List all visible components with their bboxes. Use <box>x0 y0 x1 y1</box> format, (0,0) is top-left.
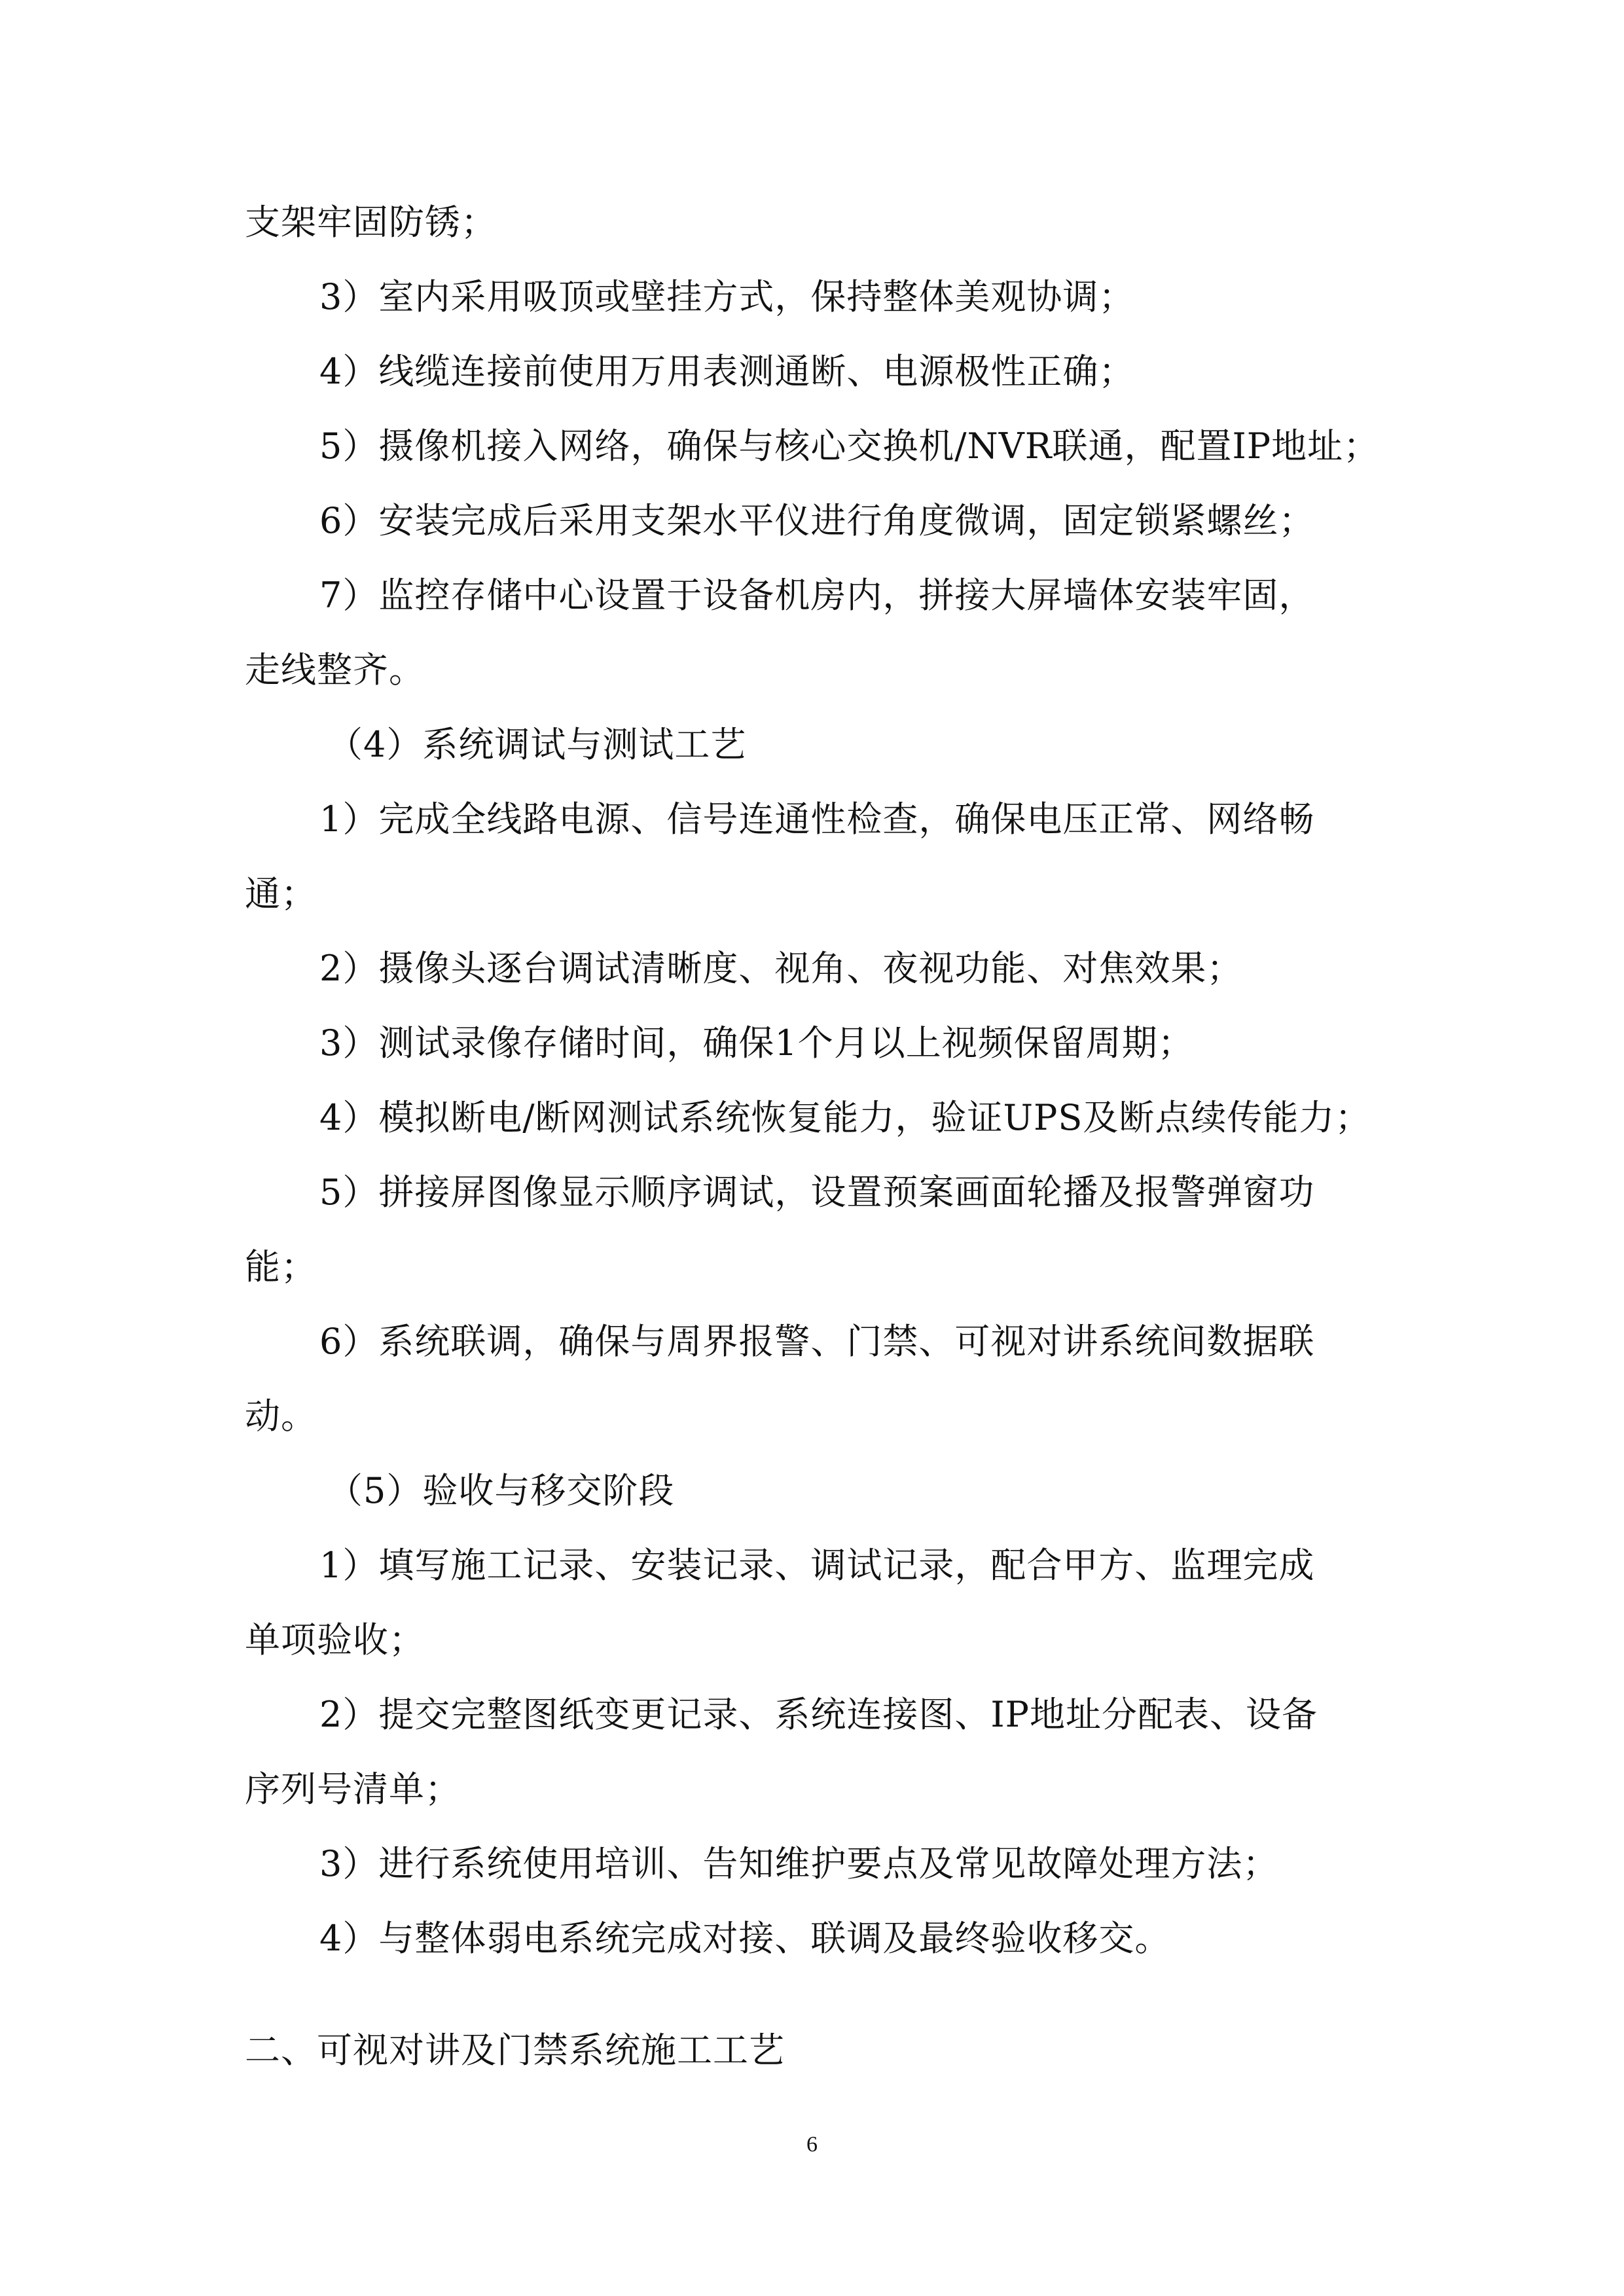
list-item-6-continuation: 动。 <box>245 1395 317 1437</box>
list-item-4: 4）模拟断电/断网测试系统恢复能力，验证UPS及断点续传能力； <box>319 1097 1371 1138</box>
paragraph-continuation: 支架牢固防锈； <box>245 202 497 243</box>
page-number: 6 <box>806 2132 818 2157</box>
list-item-5: 5）拼接屏图像显示顺序调试，设置预案画面轮播及报警弹窗功 <box>319 1172 1315 1213</box>
list-item-1: 1）完成全线路电源、信号连通性检查，确保电压正常、网络畅 <box>319 798 1315 840</box>
list-item-4: 4）与整体弱电系统完成对接、联调及最终验收移交。 <box>319 1918 1171 1959</box>
list-item-4: 4）线缆连接前使用万用表测通断、电源极性正确； <box>319 351 1135 392</box>
list-item-5: 5）摄像机接入网络，确保与核心交换机/NVR联通，配置IP地址； <box>319 425 1380 467</box>
list-item-3: 3）室内采用吸顶或壁挂方式，保持整体美观协调； <box>319 276 1135 317</box>
list-item-1-continuation: 单项验收； <box>245 1619 425 1660</box>
list-item-7: 7）监控存储中心设置于设备机房内，拼接大屏墙体安装牢固， <box>319 575 1315 616</box>
list-item-2: 2）摄像头逐台调试清晰度、视角、夜视功能、对焦效果； <box>319 948 1243 989</box>
list-item-5-continuation: 能； <box>245 1246 317 1287</box>
list-item-6: 6）安装完成后采用支架水平仪进行角度微调，固定锁紧螺丝； <box>319 500 1315 541</box>
section-heading-4: （4）系统调试与测试工艺 <box>327 724 747 765</box>
list-item-7-continuation: 走线整齐。 <box>245 649 425 691</box>
chapter-heading: 二、可视对讲及门禁系统施工工艺 <box>245 2030 785 2071</box>
list-item-1-continuation: 通； <box>245 873 317 914</box>
list-item-2-continuation: 序列号清单； <box>245 1768 461 1810</box>
list-item-3: 3）测试录像存储时间，确保1个月以上视频保留周期； <box>319 1022 1194 1064</box>
list-item-1: 1）填写施工记录、安装记录、调试记录，配合甲方、监理完成 <box>319 1545 1315 1586</box>
list-item-3: 3）进行系统使用培训、告知维护要点及常见故障处理方法； <box>319 1843 1279 1884</box>
list-item-2: 2）提交完整图纸变更记录、系统连接图、IP地址分配表、设备 <box>319 1694 1318 1735</box>
list-item-6: 6）系统联调，确保与周界报警、门禁、可视对讲系统间数据联 <box>319 1321 1315 1362</box>
section-heading-5: （5）验收与移交阶段 <box>327 1470 675 1511</box>
